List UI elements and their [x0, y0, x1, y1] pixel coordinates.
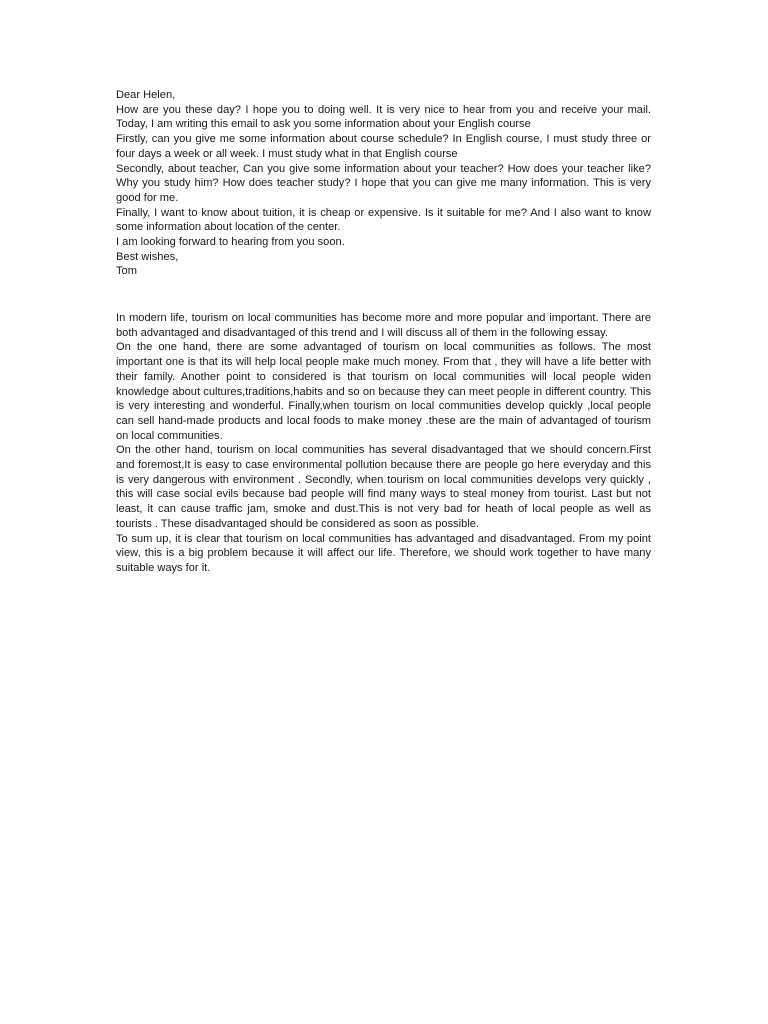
- letter-paragraph: Firstly, can you give me some information about course schedule? In English course, I must study three or four days a week or all week. I must study what in that English course: [116, 133, 651, 160]
- letter-paragraph: I am looking forward to hearing from you soon.: [116, 236, 345, 249]
- letter-paragraph: Secondly, about teacher, Can you give some information about your teacher? How does your teacher like? Why you study him? How does teacher study? I hope that you can give me many information. This is very good for me.: [116, 162, 651, 204]
- letter-signature: Tom: [116, 265, 137, 278]
- essay-section: [116, 311, 651, 576]
- essay-conclusion: To sum up, it is clear that tourism on local communities has advantaged and disadvantaged. From my point view, this is a big problem because it will affect our life. Therefore, we should work together to have many suitable ways for it.: [116, 532, 651, 574]
- letter-closing: Best wishes,: [116, 250, 179, 263]
- letter-salutation: Dear Helen,: [116, 89, 176, 101]
- letter-paragraph: Finally, I want to know about tuition, it is cheap or expensive. Is it suitable for me? And I also want to know some information about location of the center.: [116, 206, 651, 234]
- essay-advantages-paragraph: On the one hand, there are some advantaged of tourism on local communities as follows. The most important one is that its will help local people make much money. From that , they will have a life better with their family. Another point to considered is that tourism on local communities will local people widen knowledge about cultures,traditions,habits and so on because they can meet people in different country. This is very interesting and wonderful. Finally,when tourism on local communities develop quickly ,local people can sell hand-made products and local foods to make money .these are the main of advantaged of tourism on local communities.: [116, 341, 651, 442]
- letter-section: [116, 88, 651, 279]
- essay-introduction: In modern life, tourism on local communities has become more and more popular and important. There are both advantaged and disadvantaged of this trend and I will discuss all of them in the following essay.: [116, 312, 651, 339]
- essay-disadvantages-paragraph: On the other hand, tourism on local communities has several disadvantaged that we should concern.First and foremost,It is easy to case environmental pollution because there are people go here everyday and this is very dangerous with environment . Secondly, when tourism on local communities develops very quickly , this will case social evils because bad people will find many ways to steal money from tourist. Last but not least, it can cause traffic jam, smoke and dust.This is not very bad for heath of local people as well as tourists . These disadvantaged should be considered as soon as possible.: [116, 444, 651, 530]
- letter-paragraph: How are you these day? I hope you to doing well. It is very nice to hear from you and receive your mail. Today, I am writing this email to ask you some information about your English course: [116, 103, 651, 131]
